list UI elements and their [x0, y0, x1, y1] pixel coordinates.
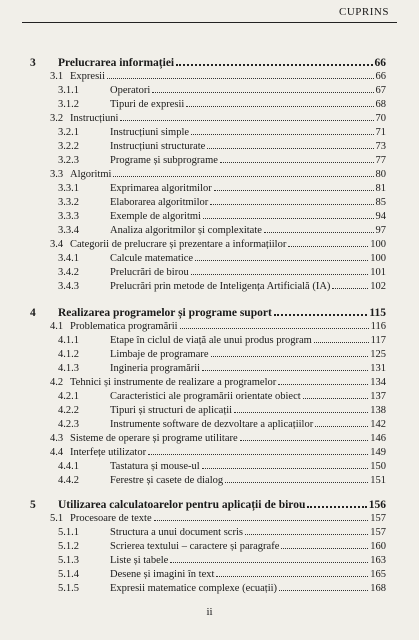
toc-page-number: 70 — [375, 113, 386, 124]
dot-leader — [176, 56, 372, 66]
toc-number: 3.3.1 — [58, 183, 79, 194]
toc-page-number: 102 — [370, 281, 386, 292]
dot-leader — [191, 126, 373, 135]
dot-leader — [186, 98, 373, 107]
toc-section — [50, 168, 386, 181]
toc-page-number: 71 — [375, 127, 386, 138]
toc-title: Realizarea programelor și programe suport — [58, 307, 272, 319]
dot-leader — [202, 362, 368, 371]
toc-title: Utilizarea calculatoarelor pentru aplicații de birou — [58, 499, 306, 511]
toc-number: 4.1.3 — [58, 363, 79, 374]
dot-leader — [307, 498, 366, 508]
toc-subsection — [58, 196, 386, 209]
toc-number: 4.2 — [50, 377, 64, 388]
dot-leader — [120, 112, 373, 121]
toc-number: 3.4 — [50, 239, 64, 250]
toc-title: Interfețe utilizator — [70, 447, 147, 458]
toc-page-number: 101 — [370, 267, 386, 278]
toc-title: Tipuri și structuri de aplicații — [110, 405, 233, 416]
toc-number: 5.1.4 — [58, 569, 79, 580]
toc-number: 3.4.3 — [58, 281, 79, 292]
toc-page-number: 151 — [370, 475, 386, 486]
toc-page-number: 117 — [370, 335, 386, 346]
toc-number: 3.3.2 — [58, 197, 79, 208]
toc-subsection — [58, 540, 386, 553]
toc-page-number: 149 — [370, 447, 386, 458]
dot-leader — [264, 224, 374, 233]
toc-title: Exprimarea algoritmilor — [110, 183, 212, 194]
dot-leader — [191, 266, 369, 275]
toc-number: 4 — [30, 307, 36, 319]
toc-subsection — [58, 568, 386, 581]
dot-leader — [207, 140, 373, 149]
toc-subsection — [58, 98, 386, 111]
toc-title: Caracteristici ale programării orientate obiect — [110, 391, 301, 402]
toc-subsection — [58, 418, 386, 431]
toc-title: Calcule matematice — [110, 253, 194, 264]
dot-leader — [332, 280, 368, 289]
toc-subsection — [58, 210, 386, 223]
toc-page-number: 85 — [375, 197, 386, 208]
toc-page-number: 146 — [370, 433, 386, 444]
toc-subsection — [58, 526, 386, 539]
toc-number: 3.1.1 — [58, 85, 79, 96]
toc-title: Liste și tabele — [110, 555, 169, 566]
dot-leader — [195, 252, 368, 261]
toc-title: Analiza algoritmilor și complexitate — [110, 225, 262, 236]
dot-leader — [211, 348, 369, 357]
toc-page-number: 100 — [370, 239, 386, 250]
toc-title: Instrucțiuni structurate — [110, 141, 206, 152]
toc-page-number: 125 — [370, 349, 386, 360]
dot-leader — [202, 460, 369, 469]
dot-leader — [234, 404, 368, 413]
dot-leader — [279, 582, 368, 591]
toc-subsection — [58, 334, 386, 347]
dot-leader — [303, 390, 369, 399]
toc-page-number: 157 — [370, 527, 386, 538]
toc-page-number: 116 — [370, 321, 386, 332]
header-title: CUPRINS — [339, 6, 389, 18]
toc-page-number: 137 — [370, 391, 386, 402]
dot-leader — [274, 306, 368, 316]
toc-page-number: 160 — [370, 541, 386, 552]
toc-page-number: 97 — [375, 225, 386, 236]
toc-page-number: 81 — [375, 183, 386, 194]
toc-section — [50, 112, 386, 125]
toc-number: 4.1.2 — [58, 349, 79, 360]
toc-title: Expresii — [70, 71, 105, 82]
toc-number: 5.1 — [50, 513, 64, 524]
dot-leader — [288, 238, 368, 247]
dot-leader — [107, 70, 374, 79]
toc-section — [50, 376, 386, 389]
dot-leader — [210, 196, 373, 205]
toc-chapter — [30, 56, 386, 69]
dot-leader — [220, 154, 374, 163]
toc-subsection — [58, 404, 386, 417]
toc-number: 3.4.1 — [58, 253, 79, 264]
dot-leader — [180, 320, 369, 329]
toc-page-number: 156 — [368, 499, 386, 511]
toc-title: Operatori — [110, 85, 151, 96]
dot-leader — [148, 446, 368, 455]
toc-subsection — [58, 140, 386, 153]
dot-leader — [154, 512, 369, 521]
toc-number: 4.4.1 — [58, 461, 79, 472]
toc-number: 3.3 — [50, 169, 64, 180]
toc-number: 3.3.3 — [58, 211, 79, 222]
dot-leader — [240, 432, 369, 441]
toc-page-number: 131 — [370, 363, 386, 374]
toc-number: 3.3.4 — [58, 225, 79, 236]
toc-title: Prelucrări prin metode de Inteligența Artificială (IA) — [110, 281, 331, 292]
toc-subsection — [58, 460, 386, 473]
toc-number: 3.4.2 — [58, 267, 79, 278]
toc-number: 4.1.1 — [58, 335, 79, 346]
toc-page-number: 142 — [370, 419, 386, 430]
toc-title: Etape în ciclul de viață ale unui produs program — [110, 335, 312, 346]
toc-subsection — [58, 84, 386, 97]
page-number: ii — [206, 606, 213, 618]
toc-number: 5.1.5 — [58, 583, 79, 594]
dot-leader — [278, 376, 368, 385]
toc-page-number: 68 — [375, 99, 386, 110]
toc-subsection — [58, 554, 386, 567]
toc-page-number: 165 — [370, 569, 386, 580]
toc-number: 3 — [30, 57, 36, 69]
dot-leader — [225, 474, 368, 483]
dot-leader — [216, 568, 368, 577]
toc-page-number: 100 — [370, 253, 386, 264]
toc-title: Instrucțiuni simple — [110, 127, 190, 138]
toc-subsection — [58, 252, 386, 265]
dot-leader — [152, 84, 373, 93]
toc-title: Desene și imagini în text — [110, 569, 215, 580]
toc-section — [50, 512, 386, 525]
toc-title: Problematica programării — [70, 321, 178, 332]
toc-section — [50, 320, 386, 333]
toc-number: 4.4 — [50, 447, 64, 458]
dot-leader — [245, 526, 368, 535]
toc-page-number: 67 — [375, 85, 386, 96]
toc-number: 3.1.2 — [58, 99, 79, 110]
toc-title: Scrierea textului – caractere și paragrafe — [110, 541, 280, 552]
toc-title: Limbaje de programare — [110, 349, 209, 360]
toc-number: 4.2.2 — [58, 405, 79, 416]
toc-title: Ferestre și casete de dialog — [110, 475, 224, 486]
toc-number: 5 — [30, 499, 36, 511]
toc-chapter — [30, 306, 386, 319]
dot-leader — [314, 334, 369, 343]
toc-subsection — [58, 224, 386, 237]
dot-leader — [315, 418, 368, 427]
toc-section — [50, 70, 386, 83]
toc-subsection — [58, 154, 386, 167]
toc-section — [50, 446, 386, 459]
toc-page-number: 138 — [370, 405, 386, 416]
toc-number: 5.1.3 — [58, 555, 79, 566]
dot-leader — [203, 210, 374, 219]
toc-number: 4.3 — [50, 433, 64, 444]
toc-chapter — [30, 498, 386, 511]
toc-title: Programe și subprograme — [110, 155, 218, 166]
toc-number: 3.2.2 — [58, 141, 79, 152]
toc-page-number: 77 — [375, 155, 386, 166]
toc-title: Tehnici și instrumente de realizare a programelor — [70, 377, 277, 388]
toc-title: Instrucțiuni — [70, 113, 119, 124]
toc-section — [50, 432, 386, 445]
toc-section — [50, 238, 386, 251]
toc-page-number: 157 — [370, 513, 386, 524]
toc-title: Expresii matematice complexe (ecuații) — [110, 583, 278, 594]
toc-page-number: 134 — [370, 377, 386, 388]
toc-page-number: 168 — [370, 583, 386, 594]
toc-page-number: 80 — [375, 169, 386, 180]
toc-page-number: 66 — [375, 71, 386, 82]
toc-title: Ingineria programării — [110, 363, 201, 374]
toc-title: Structura a unui document scris — [110, 527, 243, 538]
toc-title: Algoritmi — [70, 169, 112, 180]
toc-subsection — [58, 280, 386, 293]
toc-title: Prelucrarea informației — [58, 57, 175, 69]
toc-subsection — [58, 266, 386, 279]
toc-title: Categorii de prelucrare și prezentare a informațiilor — [70, 239, 287, 250]
toc-title: Tipuri de expresii — [110, 99, 185, 110]
toc-subsection — [58, 348, 386, 361]
toc-title: Sisteme de operare și programe utilitare — [70, 433, 238, 444]
toc-subsection — [58, 582, 386, 595]
dot-leader — [281, 540, 368, 549]
toc-number: 4.4.2 — [58, 475, 79, 486]
toc-title: Elaborarea algoritmilor — [110, 197, 209, 208]
toc-number: 3.2 — [50, 113, 64, 124]
toc-subsection — [58, 474, 386, 487]
toc-number: 4.2.3 — [58, 419, 79, 430]
toc-subsection — [58, 390, 386, 403]
toc-page-number: 66 — [374, 57, 386, 69]
toc-title: Instrumente software de dezvoltare a aplicațiilor — [110, 419, 314, 430]
toc-number: 4.1 — [50, 321, 64, 332]
toc-number: 5.1.2 — [58, 541, 79, 552]
toc-title: Procesoare de texte — [70, 513, 152, 524]
toc-page-number: 163 — [370, 555, 386, 566]
toc-title: Tastatura și mouse-ul — [110, 461, 200, 472]
toc-number: 3.2.3 — [58, 155, 79, 166]
toc-subsection — [58, 362, 386, 375]
toc-page-number: 94 — [375, 211, 386, 222]
toc-page-number: 150 — [370, 461, 386, 472]
toc-number: 5.1.1 — [58, 527, 79, 538]
toc-number: 3.2.1 — [58, 127, 79, 138]
dot-leader — [170, 554, 368, 563]
toc-subsection — [58, 126, 386, 139]
dot-leader — [214, 182, 374, 191]
toc-page-number: 115 — [369, 307, 386, 319]
toc-title: Prelucrări de birou — [110, 267, 189, 278]
toc-number: 3.1 — [50, 71, 64, 82]
toc-number: 4.2.1 — [58, 391, 79, 402]
toc-subsection — [58, 182, 386, 195]
dot-leader — [113, 168, 373, 177]
toc-title: Exemple de algoritmi — [110, 211, 201, 222]
toc-page-number: 73 — [375, 141, 386, 152]
